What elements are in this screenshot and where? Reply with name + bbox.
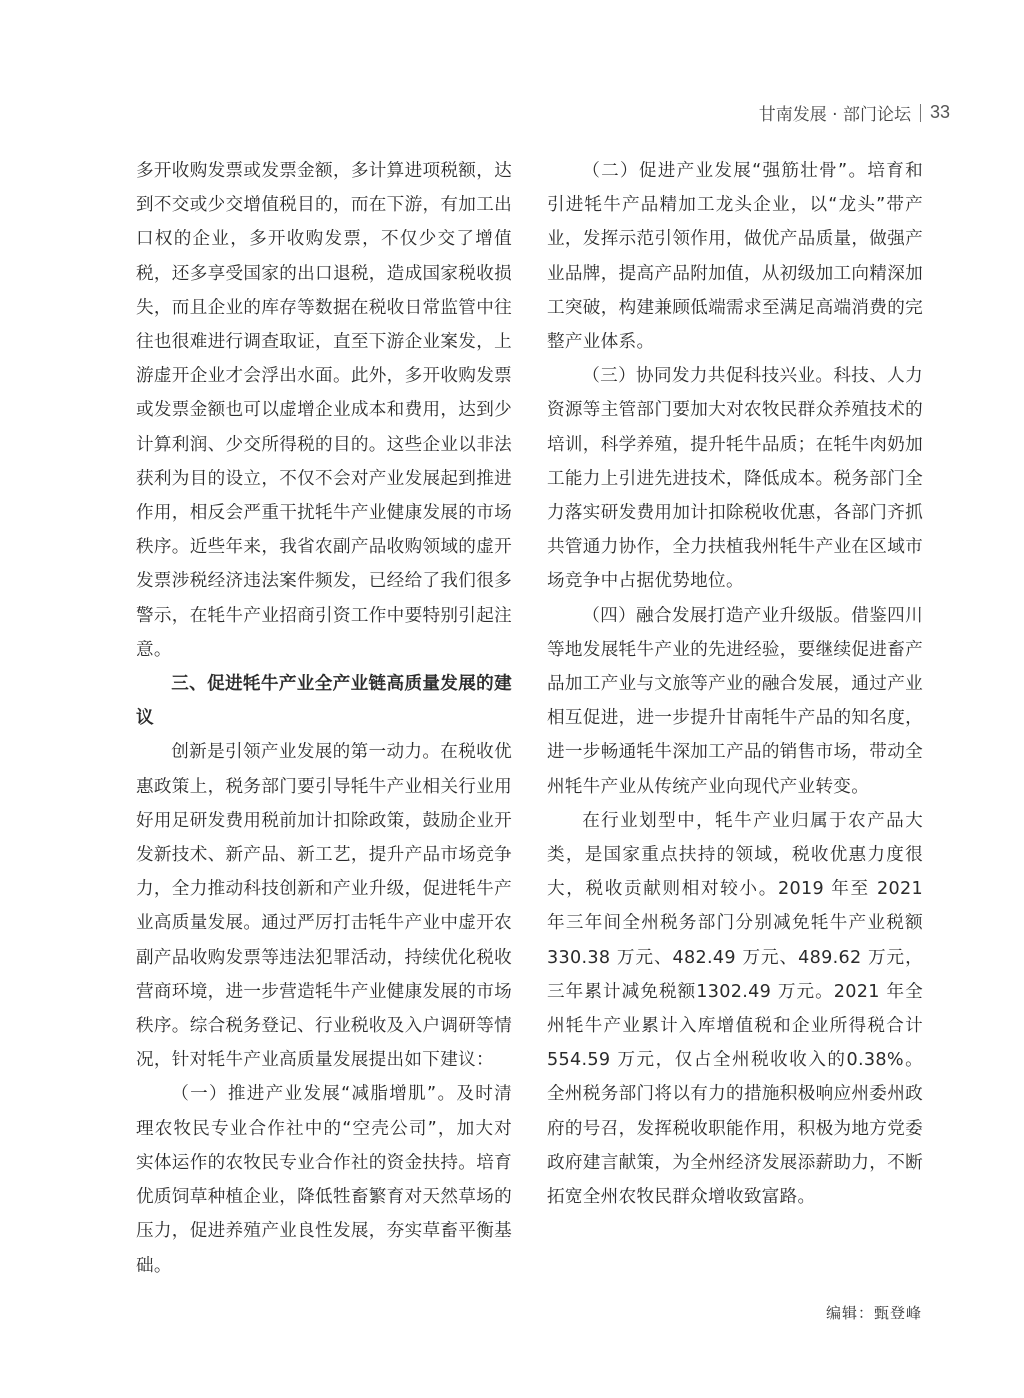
header-divider (920, 104, 921, 122)
right-column (547, 154, 923, 1214)
page-number: 33 (929, 102, 950, 122)
paragraph: （三）协同发力共促科技兴业。科技、人力资源等主管部门要加大对农牧民群众养殖技术的培训，科学养殖，提升牦牛品质；在牦牛肉奶加工能力上引进先进技术，降低成本。税务部门全力落实研发费用加计扣除税收优惠，各部门齐抓共管通力协作，全力扶植我州牦牛产业在区域市场竞争中占据优势地位。 (547, 366, 923, 592)
editor-credit: 编辑：甄登峰 (825, 1304, 922, 1322)
section-heading: 三、促进牦牛产业全产业链高质量发展的建议 (136, 674, 512, 729)
left-column (136, 154, 512, 1283)
paragraph: 多开收购发票或发票金额，多计算进项税额，达到不交或少交增值税目的，而在下游，有加工出口权的企业，多开收购发票，不仅少交了增值税，还多享受国家的出口退税，造成国家税收损失，而且企业的库存等数据在税收日常监管中往往也很难进行调查取证，直至下游企业案发，上游虚开企业才会浮出水面。此外，多开收购发票或发票金额也可以虚增企业成本和费用，达到少计算利润、少交所得税的目的。这些企业以非法获利为目的设立，不仅不会对产业发展起到推进作用，相反会严重干扰牦牛产业健康发展的市场秩序。近些年来，我省农副产品收购领域的虚开发票涉税经济违法案件频发，已经给了我们很多警示，在牦牛产业招商引资工作中要特别引起注意。 (136, 161, 512, 660)
running-header (759, 100, 950, 125)
paragraph: （一）推进产业发展“减脂增肌”。及时清理农牧民专业合作社中的“空壳公司”，加大对实体运作的农牧民专业合作社的资金扶持。培育优质饲草种植企业，降低牲畜繁育对天然草场的压力，促进养殖产业良性发展，夯实草畜平衡基础。 (136, 1084, 512, 1276)
paragraph: 创新是引领产业发展的第一动力。在税收优惠政策上，税务部门要引导牦牛产业相关行业用好用足研发费用税前加计扣除政策，鼓励企业开发新技术、新产品、新工艺，提升产品市场竞争力，全力推动科技创新和产业升级，促进牦牛产业高质量发展。通过严厉打击牦牛产业中虚开农副产品收购发票等违法犯罪活动，持续优化税收营商环境，进一步营造牦牛产业健康发展的市场秩序。综合税务登记、行业税收及入户调研等情况，针对牦牛产业高质量发展提出如下建议： (136, 742, 512, 1071)
paragraph: （四）融合发展打造产业升级版。借鉴四川等地发展牦牛产业的先进经验，要继续促进畜产品加工产业与文旅等产业的融合发展，通过产业相互促进，进一步提升甘南牦牛产品的知名度，进一步畅通牦牛深加工产品的销售市场，带动全州牦牛产业从传统产业向现代产业转变。 (547, 605, 923, 797)
paragraph: （二）促进产业发展“强筋壮骨”。培育和引进牦牛产品精加工龙头企业，以“龙头”带产业，发挥示范引领作用，做优产品质量，做强产业品牌，提高产品附加值，从初级加工向精深加工突破，构建兼顾低端需求至满足高端消费的完整产业体系。 (547, 161, 923, 353)
paragraph: 在行业划型中，牦牛产业归属于农产品大类，是国家重点扶持的领域，税收优惠力度很大，税收贡献则相对较小。2019 年至 2021 年三年间全州税务部门分别减免牦牛产业税额330.38 万元、482.49 万元、489.62 万元，三年累计减免税额1302.49 万元。2021 年全州牦牛产业累计入库增值税和企业所得税合计 554.59 万元，仅占全州税收收入的0.38%。全州税务部门将以有力的措施积极响应州委州政府的号召，发挥税收职能作用，积极为地方党委政府建言献策，为全州经济发展添薪助力，不断拓宽全州农牧民群众增收致富路。 (547, 810, 923, 1208)
section-title: 甘南发展 · 部门论坛 (758, 105, 911, 125)
